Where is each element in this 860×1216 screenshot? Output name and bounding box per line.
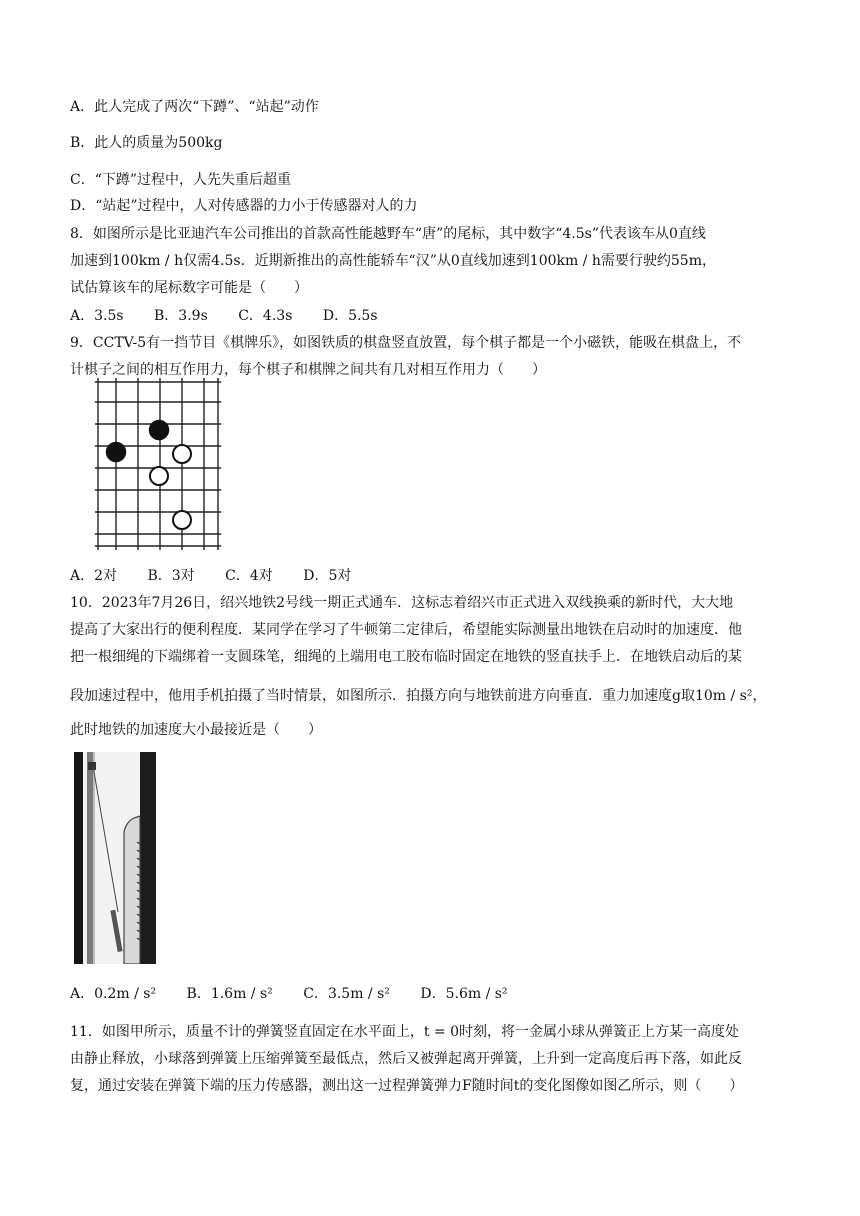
q7-option-c: C．“下蹲”过程中，人先失重后超重	[70, 172, 292, 188]
q8-option-d: D．5.5s	[322, 308, 378, 324]
q9-text-line-2: 计棋子之间的相互作用力，每个棋子和棋牌之间共有几对相互作用力（ ）	[70, 362, 546, 378]
chessboard-figure	[88, 370, 228, 554]
black-stone	[150, 421, 169, 440]
q9-option-c: C．4对	[225, 568, 273, 584]
photo-left-edge	[74, 752, 83, 964]
q9-text-line-1: 9．CCTV-5有一挡节目《棋牌乐》，如图铁质的棋盘竖直放置，每个棋子都是一个小磁铁，能吸在棋盘上，不	[70, 335, 742, 351]
q7-option-b: B．此人的质量为500kg	[70, 135, 223, 151]
q9-option-a: A．2对	[70, 568, 118, 584]
white-stone	[173, 511, 191, 529]
q10-option-b: B．1.6m / s²	[186, 986, 273, 1002]
q8-text-line-1: 8．如图所示是比亚迪汽车公司推出的首款高性能越野车“唐”的尾标，其中数字“4.5s”代表该车从0直线	[70, 226, 706, 242]
q11-text-line-1: 11．如图甲所示，质量不计的弹簧竖直固定在水平面上，t = 0时刻，将一金属小球从弹簧正上方某一高度处	[70, 1024, 739, 1040]
q9-option-d: D．5对	[303, 568, 352, 584]
q8-options	[70, 306, 378, 326]
tape	[88, 762, 96, 770]
q7-option-a: A．此人完成了两次“下蹲”、“站起”动作	[70, 99, 319, 115]
white-stone	[173, 445, 191, 463]
black-stone	[107, 443, 126, 462]
q9-options	[70, 566, 351, 586]
q10-options	[70, 984, 508, 1004]
q11-text-line-3: 复，通过安装在弹簧下端的压力传感器，测出这一过程弹簧弹力F随时间t的变化图像如图乙所示，则（ ）	[70, 1078, 744, 1094]
q10-option-a: A．0.2m / s²	[70, 986, 157, 1002]
q11-text-line-2: 由静止释放，小球落到弹簧上压缩弹簧至最低点，然后又被弹起离开弹簧，上升到一定高度后再下落，如此反	[70, 1051, 742, 1067]
q10-option-d: D．5.6m / s²	[420, 986, 508, 1002]
white-stone	[150, 467, 168, 485]
q8-text-line-2: 加速到100km / h仅需4.5s．近期新推出的高性能轿车“汉”从0直线加速到100km / h需要行驶约55m，	[70, 253, 716, 269]
q8-option-c: C．4.3s	[238, 308, 293, 324]
chessboard-grid	[95, 378, 221, 550]
q8-text-line-3: 试估算该车的尾标数字可能是（ ）	[70, 280, 308, 296]
q10-text-line-1: 10．2023年7月26日，绍兴地铁2号线一期正式通车．这标志着绍兴市正式进入双线换乘的新时代，大大地	[70, 595, 734, 611]
q8-option-a: A．3.5s	[70, 308, 124, 324]
q10-text-line-4: 段加速过程中，他用手机拍摄了当时情景，如图所示．拍摄方向与地铁前进方向垂直．重力加速度g取10m / s²，	[70, 688, 767, 704]
q10-text-line-5: 此时地铁的加速度大小最接近是（ ）	[70, 722, 322, 738]
q9-option-b: B．3对	[147, 568, 195, 584]
subway-photo-figure	[74, 752, 156, 964]
photo-right-edge	[140, 752, 156, 964]
q10-text-line-3: 把一根细绳的下端绑着一支圆珠笔，细绳的上端用电工胶布临时固定在地铁的竖直扶手上．在地铁启动后的某	[70, 649, 742, 665]
handrail-pole	[87, 752, 93, 964]
q10-text-line-2: 提高了大家出行的便利程度．某同学在学习了牛顿第二定律后，希望能实际测量出地铁在启动时的加速度．他	[70, 622, 742, 638]
q10-option-c: C．3.5m / s²	[303, 986, 390, 1002]
q7-option-d: D．“站起”过程中，人对传感器的力小于传感器对人的力	[70, 198, 418, 214]
q8-option-b: B．3.9s	[154, 308, 208, 324]
